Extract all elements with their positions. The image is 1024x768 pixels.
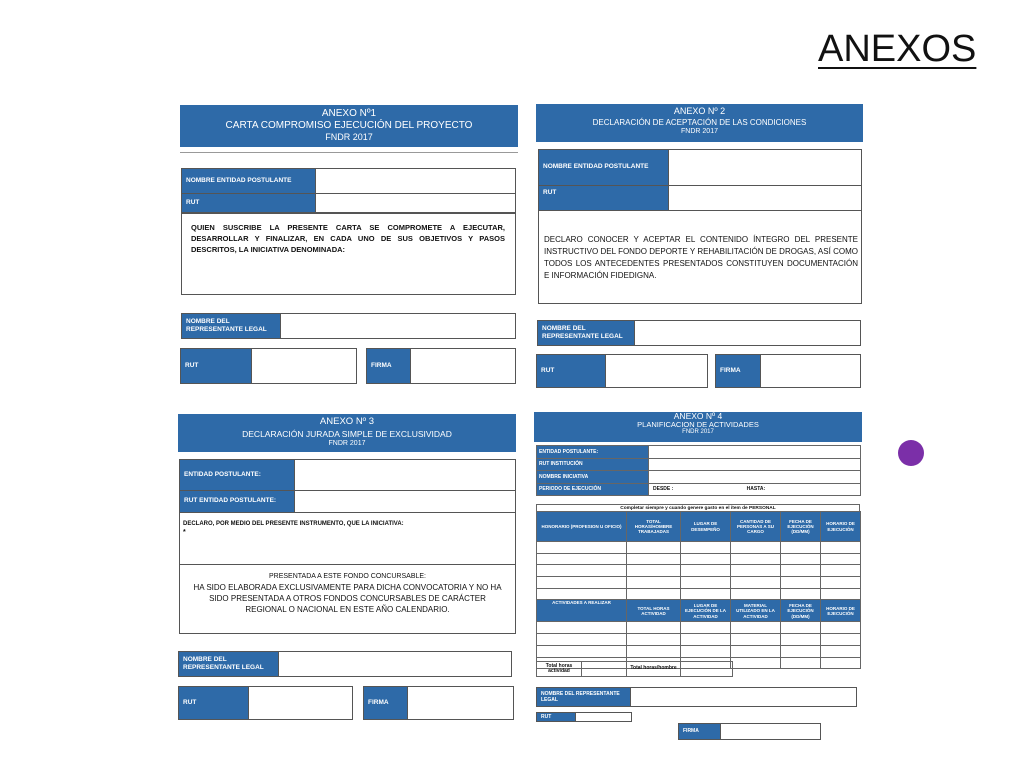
cell[interactable] — [537, 634, 627, 646]
declaro-asterisk: * — [183, 529, 186, 536]
exclusividad-text: HA SIDO ELABORADA EXCLUSIVAMENTE PARA DICHA CONVOCATORIA Y NO HA SIDO PRESENTADA A OTROS FONDOS CONCURSABLES DE CARÁCTER REGIONAL O NACIONAL EN ESTE AÑO CALENDARIO. — [193, 583, 502, 615]
representante-field[interactable] — [634, 320, 861, 346]
cell[interactable] — [731, 622, 781, 634]
col-header: HONORARIO (PROFESION U OFICIO) — [537, 512, 627, 542]
anexo-4-form — [532, 410, 864, 740]
anexo-3-form — [176, 412, 518, 728]
cell[interactable] — [681, 553, 731, 565]
cell[interactable] — [681, 622, 731, 634]
firma-label: FIRMA — [363, 686, 408, 720]
total-hombre-label: Total horas/hombre — [627, 662, 681, 677]
table-row — [537, 542, 861, 554]
info-row — [537, 471, 861, 484]
anexo-1-year: FNDR 2017 — [325, 132, 373, 142]
anexo-1-title: CARTA COMPROMISO EJECUCIÓN DEL PROYECTO — [225, 120, 473, 131]
cell[interactable] — [781, 553, 821, 565]
cell[interactable] — [781, 588, 821, 600]
anexo-1-header — [180, 105, 518, 147]
anexo-4-title: PLANIFICACION DE ACTIVIDADES — [637, 419, 759, 429]
info-value[interactable] — [649, 446, 861, 459]
cell[interactable] — [781, 657, 821, 669]
cell[interactable] — [627, 553, 681, 565]
anexo-2-form — [534, 102, 864, 392]
representante-label: NOMBRE DEL REPRESENTANTE LEGAL — [181, 313, 281, 339]
rut-rep-field[interactable] — [575, 712, 632, 722]
cell[interactable] — [731, 553, 781, 565]
cell[interactable] — [731, 645, 781, 657]
representante-field[interactable] — [278, 651, 512, 677]
rut-rep-field[interactable] — [251, 348, 357, 384]
rut-rep-field[interactable] — [248, 686, 353, 720]
col-header: HORARIO DE EJECUCIÓN — [821, 600, 861, 622]
cell[interactable] — [681, 577, 731, 589]
entidad-field[interactable] — [315, 168, 516, 194]
cell[interactable] — [627, 577, 681, 589]
divider — [180, 152, 518, 153]
table-row — [537, 645, 861, 657]
table-row — [537, 634, 861, 646]
cell[interactable] — [821, 577, 861, 589]
cell[interactable] — [731, 588, 781, 600]
cell[interactable] — [627, 622, 681, 634]
cell[interactable] — [731, 542, 781, 554]
statement-text: DECLARO CONOCER Y ACEPTAR EL CONTENIDO ÍNTEGRO DEL PRESENTE INSTRUCTIVO DEL FONDO DEPORTE Y REHABILITACIÓN DE DROGAS, ASÍ COMO TODOS LOS ANTECEDENTES PRESENTADOS CONSTITUYEN DOCUMENTACIÓN E INFORMACIÓN FIDEDIGNA. — [544, 235, 858, 280]
rut-rep-label: RUT — [178, 686, 249, 720]
desde-label: DESDE : — [653, 486, 674, 493]
firma-field[interactable] — [720, 723, 821, 740]
anexo-3-title: DECLARACIÓN JURADA SIMPLE DE EXCLUSIVIDAD — [242, 429, 452, 439]
firma-label: FIRMA — [715, 354, 761, 388]
statement-text: QUIEN SUSCRIBE LA PRESENTE CARTA SE COMPROMETE A EJECUTAR, DESARROLLAR Y FINALIZAR, EN CADA UNO DE SUS OBJETIVOS Y PASOS DESCRITOS, LA INICIATIVA DENOMINADA: — [191, 223, 505, 254]
slide-title: ANEXOS — [818, 28, 977, 70]
periodo-value[interactable] — [649, 483, 861, 496]
cell[interactable] — [537, 553, 627, 565]
cell[interactable] — [537, 588, 627, 600]
cell[interactable] — [821, 553, 861, 565]
total-actividad-label: Total horas actividad — [537, 662, 582, 677]
cell[interactable] — [731, 634, 781, 646]
anexo-4-year: FNDR 2017 — [682, 428, 714, 435]
declaro-text: DECLARO, POR MEDIO DEL PRESENTE INSTRUMENTO, QUE LA INICIATIVA: — [183, 521, 404, 527]
personal-header-row — [537, 512, 861, 542]
anexo-2-year: FNDR 2017 — [681, 128, 718, 135]
info-row — [537, 446, 861, 459]
hasta-label: HASTA: — [746, 486, 766, 493]
rut-label: RUT — [538, 185, 669, 211]
rut-rep-label: RUT — [180, 348, 252, 384]
info-label: PERIODO DE EJECUCIÓN — [537, 483, 649, 496]
cell[interactable] — [781, 542, 821, 554]
info-row — [537, 458, 861, 471]
cell[interactable] — [627, 634, 681, 646]
cell[interactable] — [781, 634, 821, 646]
totals-table — [536, 661, 733, 677]
entidad-field[interactable] — [294, 459, 516, 491]
rut-rep-field[interactable] — [605, 354, 708, 388]
table-row — [537, 553, 861, 565]
cell[interactable] — [781, 565, 821, 577]
table-row — [537, 565, 861, 577]
cell[interactable] — [537, 577, 627, 589]
table-row — [537, 577, 861, 589]
representante-field[interactable] — [630, 687, 857, 707]
anexo-2-header — [536, 104, 863, 142]
anexo-3-header — [178, 414, 516, 452]
cell[interactable] — [681, 588, 731, 600]
entidad-field[interactable] — [668, 149, 862, 186]
personal-table — [536, 511, 861, 669]
col-header: LUGAR DE DESEMPEÑO — [681, 512, 731, 542]
cell[interactable] — [537, 645, 627, 657]
anexo-4-header — [534, 412, 862, 442]
firma-field[interactable] — [407, 686, 514, 720]
cell[interactable] — [821, 565, 861, 577]
rut-field[interactable] — [668, 185, 862, 211]
cell[interactable] — [821, 588, 861, 600]
firma-field[interactable] — [760, 354, 861, 388]
info-value[interactable] — [649, 471, 861, 484]
rut-label: RUT ENTIDAD POSTULANTE: — [179, 490, 295, 513]
cell[interactable] — [821, 622, 861, 634]
rut-rep-label: RUT — [536, 354, 606, 388]
info-label: NOMBRE INICIATIVA — [537, 471, 649, 484]
cell[interactable] — [681, 565, 731, 577]
anexo-2-title: DECLARACIÓN DE ACEPTACIÓN DE LAS CONDICIONES — [592, 118, 807, 127]
cell[interactable] — [781, 577, 821, 589]
personal-note: Completar siempre y cuando genere gasto en el ítem de PERSONAL — [536, 504, 860, 512]
totals-row — [537, 662, 733, 677]
firma-label: FIRMA — [678, 723, 721, 740]
representante-label: NOMBRE DEL REPRESENTANTE LEGAL — [536, 687, 631, 707]
col-header: FECHA DE EJECUCIÓN (DD/MM) — [781, 512, 821, 542]
cell[interactable] — [537, 542, 627, 554]
activity-header-row — [537, 600, 861, 622]
cell[interactable] — [627, 542, 681, 554]
col-header: CANTIDAD DE PERSONAS A SU CARGO — [731, 512, 781, 542]
bullet-dot — [898, 440, 924, 466]
cell[interactable] — [681, 542, 731, 554]
cell[interactable] — [537, 622, 627, 634]
col-header: MATERIAL UTILIZADO EN LA ACTIVIDAD — [731, 600, 781, 622]
firma-label: FIRMA — [366, 348, 411, 384]
representante-label: NOMBRE DEL REPRESENTANTE LEGAL — [178, 651, 279, 677]
cell[interactable] — [627, 645, 681, 657]
col-header: FECHA DE EJECUCIÓN (DD/MM) — [781, 600, 821, 622]
rut-field[interactable] — [294, 490, 516, 513]
cell[interactable] — [781, 622, 821, 634]
table-row — [537, 588, 861, 600]
rut-field[interactable] — [315, 193, 516, 213]
rut-rep-label: RUT — [536, 712, 576, 722]
rut-label: RUT — [181, 193, 316, 213]
entidad-label: ENTIDAD POSTULANTE: — [179, 459, 295, 491]
total-hombre-value[interactable] — [681, 662, 733, 677]
col-header: TOTAL HORAS ACTIVIDAD — [627, 600, 681, 622]
cell[interactable] — [627, 565, 681, 577]
col-header: TOTAL HORAS/HOMBRE TRABAJADAS — [627, 512, 681, 542]
anexo-4-info-table — [536, 445, 861, 496]
info-row — [537, 483, 861, 496]
presentada-text: PRESENTADA A ESTE FONDO CONCURSABLE: — [268, 573, 427, 580]
total-actividad-value[interactable] — [582, 662, 627, 677]
cell[interactable] — [537, 565, 627, 577]
firma-field[interactable] — [410, 348, 516, 384]
col-header: ACTIVIDADES A REALIZAR — [537, 600, 627, 622]
representante-label: NOMBRE DEL REPRESENTANTE LEGAL — [537, 320, 635, 346]
cell[interactable] — [821, 657, 861, 669]
table-row — [537, 622, 861, 634]
entidad-label: NOMBRE ENTIDAD POSTULANTE — [538, 149, 669, 186]
col-header: LUGAR DE EJECUCIÓN DE LA ACTIVIDAD — [681, 600, 731, 622]
anexo-1-number: ANEXO Nº1 — [321, 108, 377, 119]
anexo-2-number: ANEXO Nº 2 — [673, 106, 726, 116]
anexo-3-number: ANEXO Nº 3 — [319, 416, 375, 427]
cell[interactable] — [821, 634, 861, 646]
cell[interactable] — [681, 634, 731, 646]
entidad-label: NOMBRE ENTIDAD POSTULANTE — [181, 168, 316, 194]
cell[interactable] — [627, 588, 681, 600]
cell[interactable] — [731, 565, 781, 577]
anexo-1-form — [178, 100, 520, 392]
col-header: HORARIO DE EJECUCIÓN — [821, 512, 861, 542]
cell[interactable] — [821, 542, 861, 554]
representante-field[interactable] — [280, 313, 516, 339]
cell[interactable] — [731, 577, 781, 589]
cell[interactable] — [781, 645, 821, 657]
anexo-3-year: FNDR 2017 — [328, 440, 366, 447]
cell[interactable] — [731, 657, 781, 669]
info-label: ENTIDAD POSTULANTE: — [537, 446, 649, 459]
cell[interactable] — [821, 645, 861, 657]
cell[interactable] — [681, 645, 731, 657]
anexo-4-number: ANEXO Nº 4 — [673, 412, 723, 421]
info-value[interactable] — [649, 458, 861, 471]
info-label: RUT INSTITUCIÓN — [537, 458, 649, 471]
